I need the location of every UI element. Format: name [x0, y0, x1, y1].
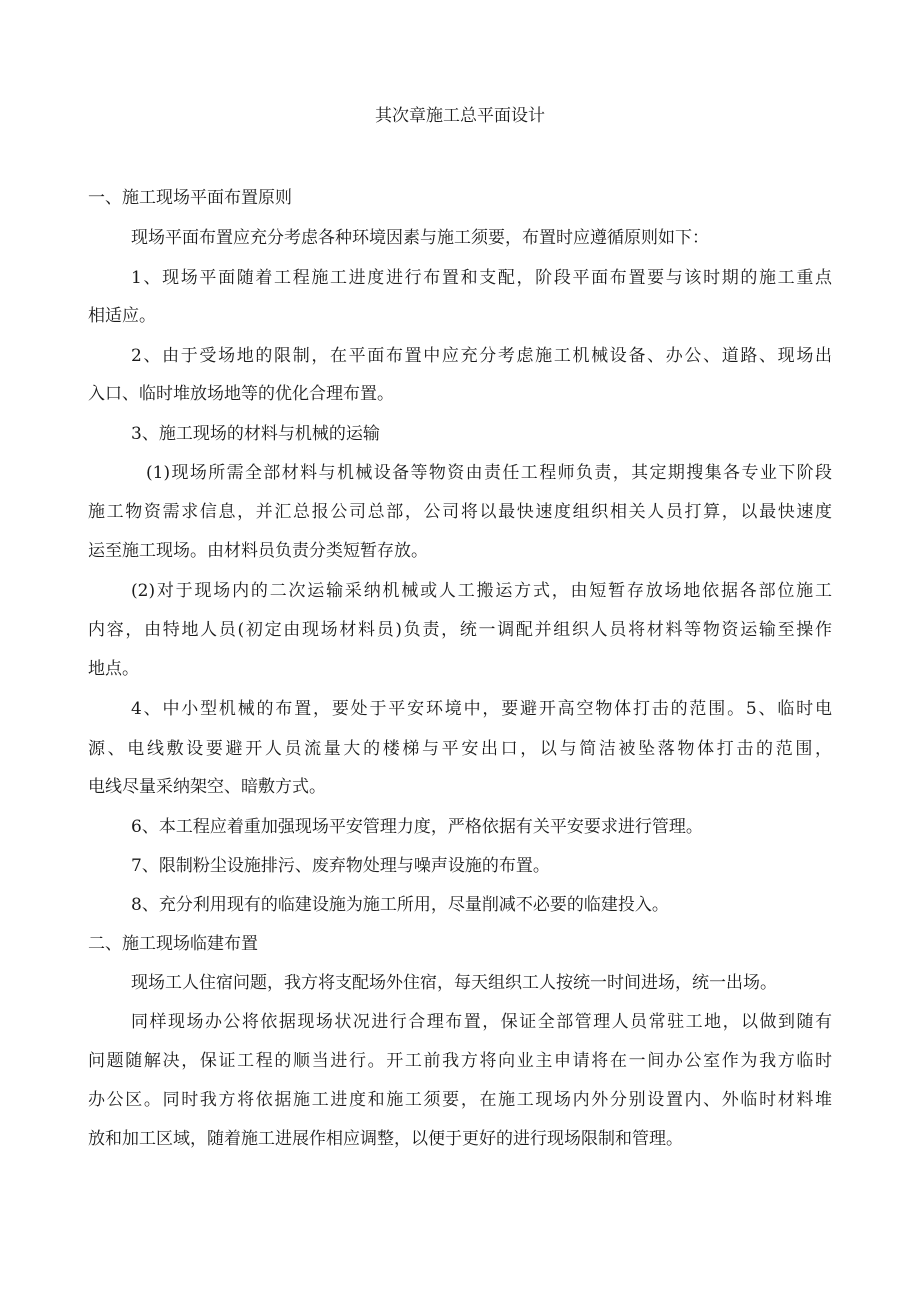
list-item-3: 3、施工现场的材料与机械的运输: [131, 424, 380, 444]
text-line: 问题随解决，保证工程的顺当进行。开工前我方将向业主申请将在一间办公室作为我方临时: [88, 1051, 832, 1071]
text-line: 办公区。同时我方将依据施工进度和施工须要，在施工现场内外分别设置内、外临时材料堆: [88, 1090, 832, 1110]
text-line: 源、电线敷设要避开人员流量大的楼梯与平安出口，以与简洁被坠落物体打击的范围，: [88, 739, 832, 759]
list-item-7: 7、限制粉尘设施排污、废弃物处理与噪声设施的布置。: [131, 856, 550, 876]
text-line: 同样现场办公将依据现场状况进行合理布置，保证全部管理人员常驻工地，以做到随有: [131, 1012, 832, 1032]
text-line: 入口、临时堆放场地等的优化合理布置。: [88, 384, 394, 404]
paragraph-1: 现场工人住宿问题，我方将支配场外住宿，每天组织工人按统一时间进场，统一出场。: [131, 973, 777, 993]
list-item-6: 6、本工程应着重加强现场平安管理力度，严格依据有关平安要求进行管理。: [131, 817, 703, 837]
text-line: 电线尽量采纳架空、暗敷方式。: [88, 777, 326, 797]
section-heading-1: 一、施工现场平面布置原则: [88, 188, 292, 208]
text-line: 地点。: [88, 659, 139, 679]
text-line: (1)现场所需全部材料与机械设备等物资由责任工程师负责，其定期搜集各专业下阶段: [146, 463, 832, 483]
page-title: 其次章施工总平面设计: [375, 106, 545, 126]
text-line: 内容，由特地人员(初定由现场材料员)负责，统一调配并组织人员将材料等物资运输至操作: [88, 620, 832, 640]
text-line: 相适应。: [88, 306, 156, 326]
text-line: 施工物资需求信息，并汇总报公司总部，公司将以最快速度组织相关人员打算，以最快速度: [88, 502, 832, 522]
text-line: 4、中小型机械的布置，要处于平安环境中，要避开高空物体打击的范围。5、临时电: [131, 699, 832, 719]
text-line: 运至施工现场。由材料员负责分类短暂存放。: [88, 541, 428, 561]
text-line: 放和加工区域，随着施工进展作相应调整，以便于更好的进行现场限制和管理。: [88, 1129, 683, 1149]
section-heading-2: 二、施工现场临建布置: [88, 934, 258, 954]
text-line: 2、由于受场地的限制，在平面布置中应充分考虑施工机械设备、办公、道路、现场出: [131, 346, 832, 366]
text-line: 1、现场平面随着工程施工进度进行布置和支配，阶段平面布置要与该时期的施工重点: [131, 268, 832, 288]
list-item-8: 8、充分利用现有的临建设施为施工所用，尽量削减不必要的临建投入。: [131, 895, 669, 915]
text-line: (2)对于现场内的二次运输采纳机械或人工搬运方式，由短暂存放场地依据各部位施工: [131, 581, 832, 601]
paragraph-intro: 现场平面布置应充分考虑各种环境因素与施工须要，布置时应遵循原则如下：: [131, 228, 709, 248]
